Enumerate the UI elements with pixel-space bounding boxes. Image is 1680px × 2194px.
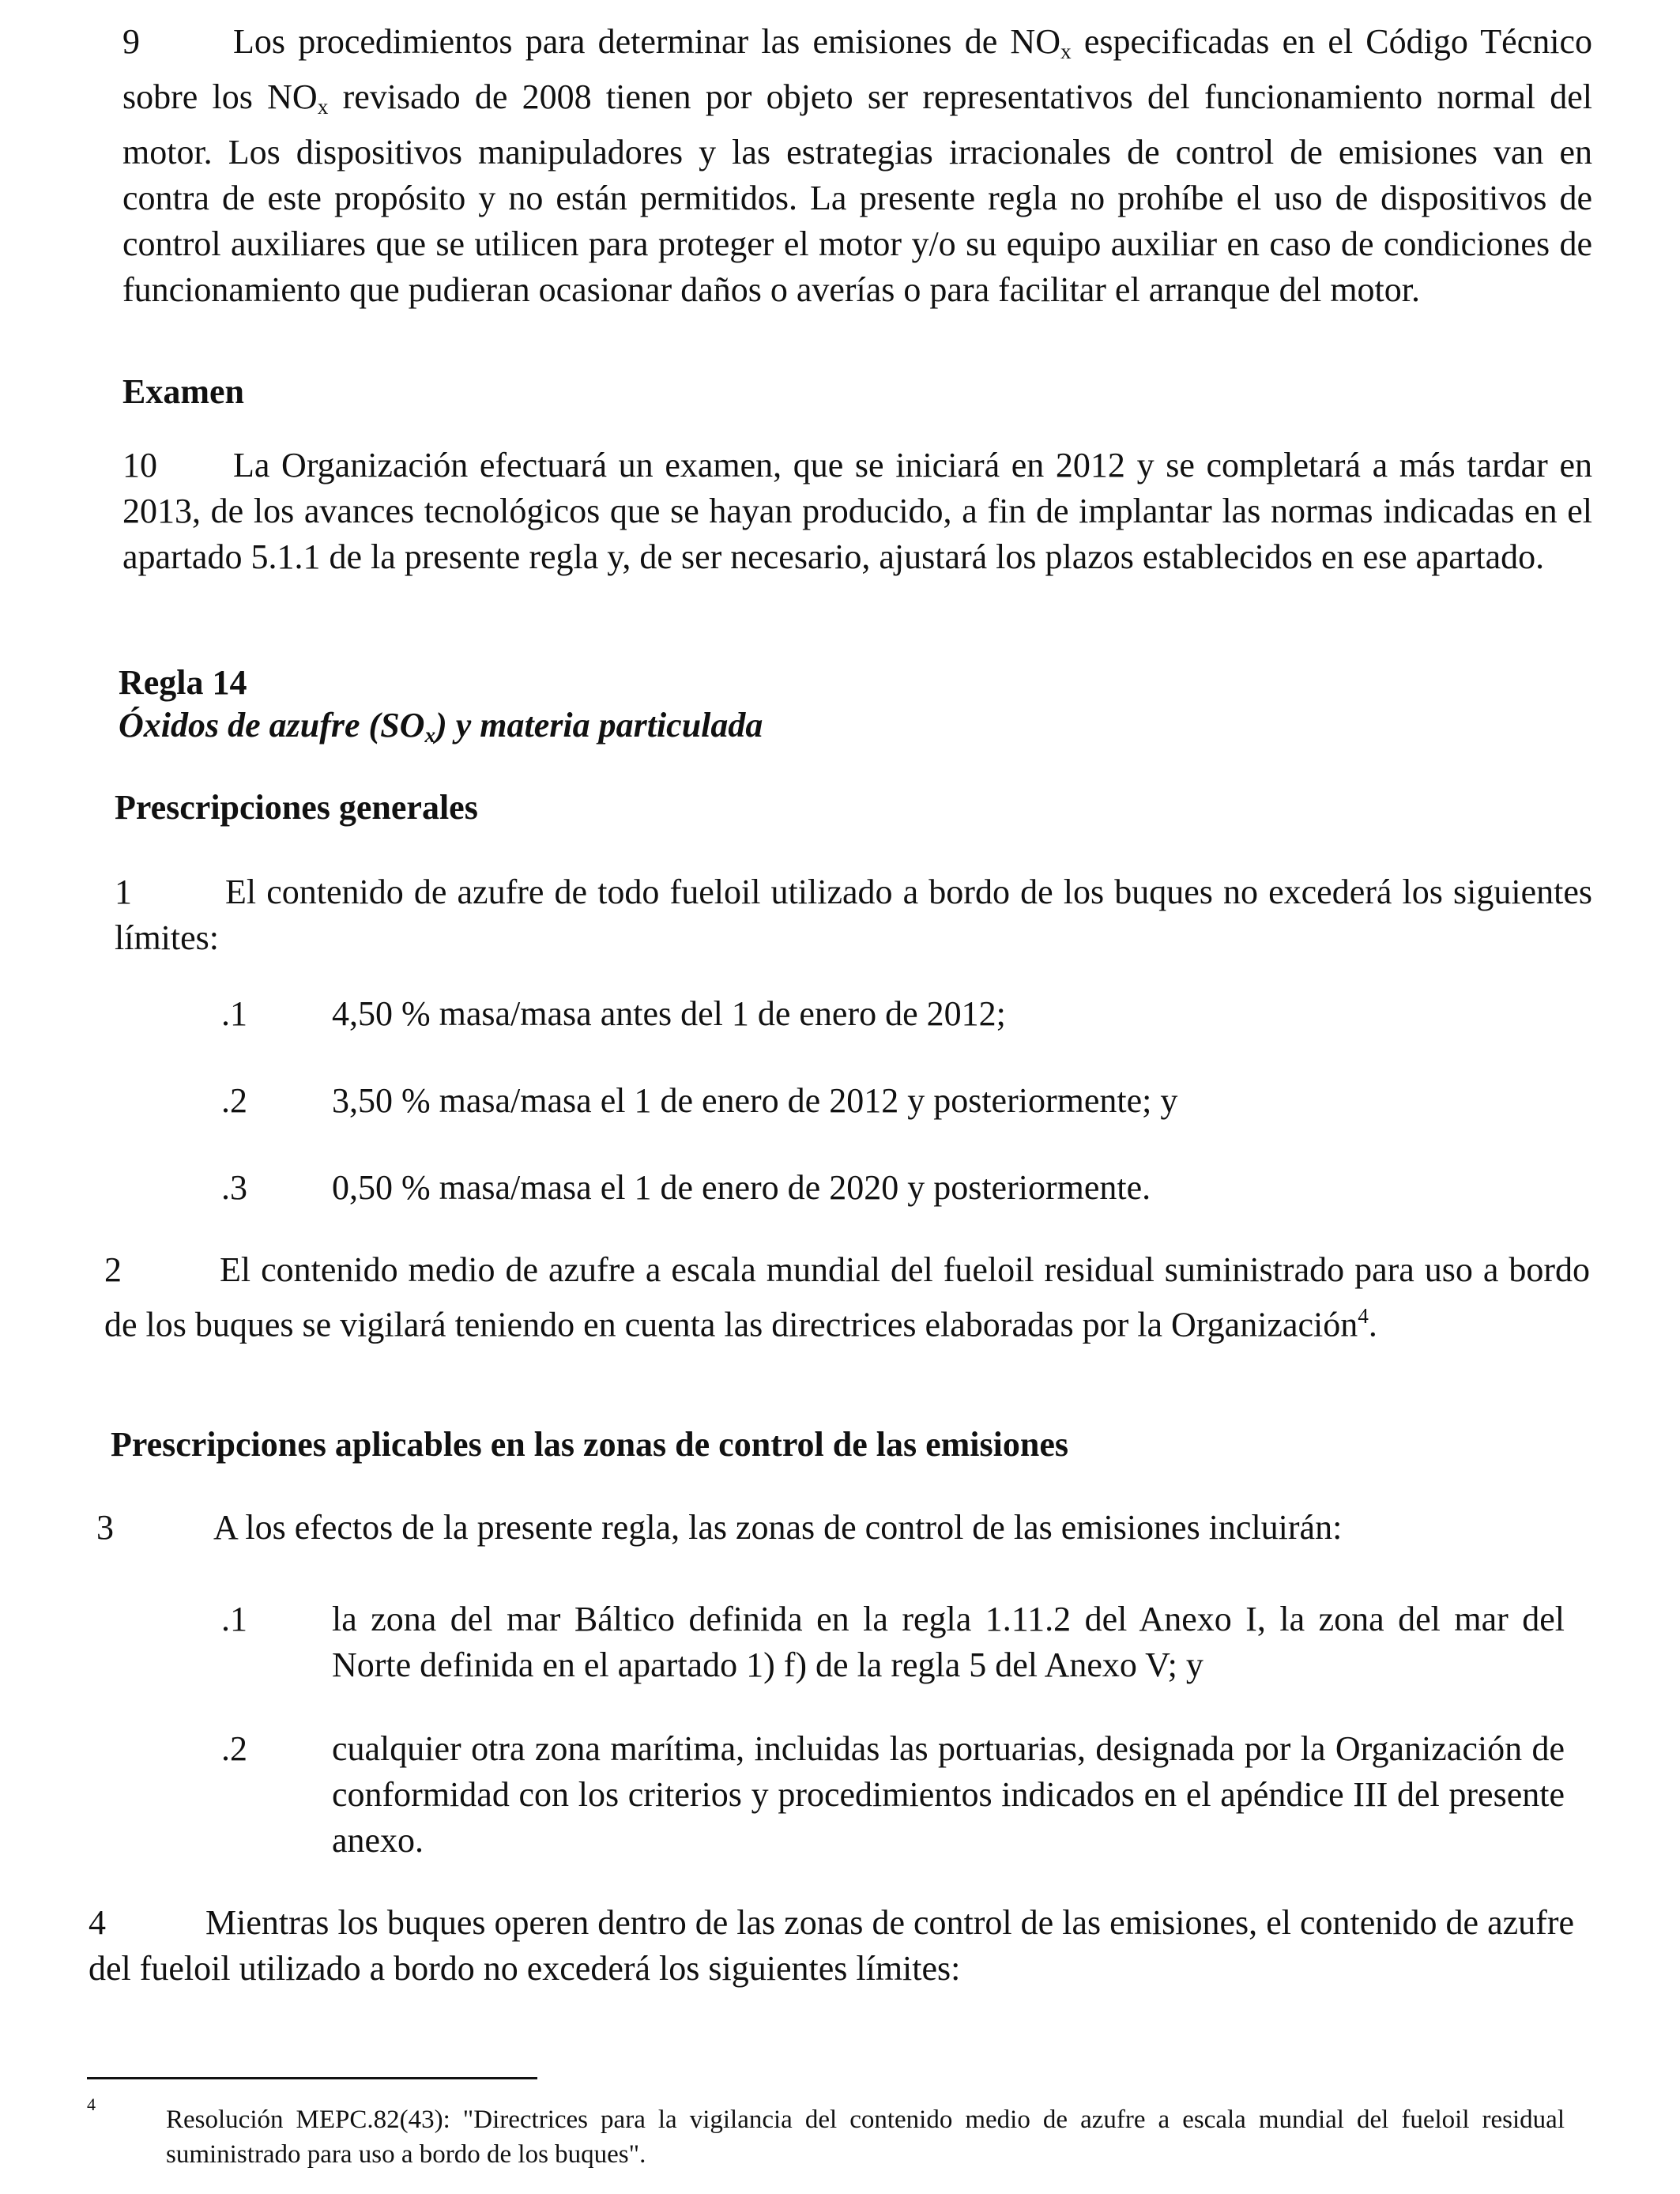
footnote-text: Resolución MEPC.82(43): "Directrices para la vigilancia del contenido medio de azufre a escala mundial del fueloil residual suministrado para uso a bordo de los buques".	[166, 2105, 1565, 2169]
paragraph-text: El contenido medio de azufre a escala mundial del fueloil residual suministrado para uso a bordo de los buques se vigilará teniendo en cuenta las directrices elaboradas por la Organización	[104, 1250, 1590, 1344]
paragraph-4	[89, 1900, 1574, 1992]
paragraph-9	[122, 19, 1592, 313]
rule-title: Regla 14	[119, 663, 247, 702]
paragraph-text: La Organización efectuará un examen, que se iniciará en 2012 y se completará a más tardar en 2013, de los avances tecnológicos que se hayan producido, a fin de implantar las normas indicadas en el apartado 5.1.1 de la presente regla y, de ser necesario, ajustará los plazos establecidos en ese apartado.	[122, 446, 1592, 576]
paragraph-10	[122, 443, 1592, 580]
list-item-number: .2	[221, 1081, 247, 1120]
rule-subtitle: Óxidos de azufre $(SO_x)$ y materia particulada	[119, 706, 763, 747]
paragraph-text: especificadas en el Código Técnico sobre los NO	[122, 22, 1592, 116]
paragraph-number: 10	[122, 446, 157, 484]
paragraph-text: El contenido de azufre de todo fueloil utilizado a bordo de los buques no excederá los siguientes límites:	[115, 873, 1592, 957]
paragraph-text: Mientras los buques operen dentro de las zonas de control de las emisiones, el contenido de azufre del fueloil utilizado a bordo no excederá los siguientes límites:	[89, 1903, 1574, 1988]
list-item-text: 0,50 % masa/masa el 1 de enero de 2020 y posteriormente.	[332, 1168, 1151, 1207]
list-item-number: .2	[221, 1729, 247, 1768]
footnote-reference: 4	[1358, 1304, 1369, 1328]
paragraph-1	[115, 869, 1592, 961]
list-item-number: .1	[221, 1600, 247, 1638]
list-item-number: .3	[221, 1168, 247, 1207]
list-item-text: cualquier otra zona marítima, incluidas las portuarias, designada por la Organización de conformidad con los criterios y procedimientos indicados en el apéndice III del presente anexo.	[332, 1729, 1565, 1860]
subscript: x	[1060, 39, 1072, 63]
subscript: x	[424, 722, 436, 747]
section-heading-zonas: Prescripciones aplicables en las zonas de control de las emisiones	[111, 1425, 1068, 1464]
list-item-text: 3,50 % masa/masa el 1 de enero de 2012 y posteriormente; y	[332, 1081, 1178, 1120]
paragraph-text: Los procedimientos para determinar las emisiones de NO	[233, 22, 1060, 61]
section-heading-generales: Prescripciones generales	[115, 788, 478, 827]
list-item-number: .1	[221, 994, 247, 1033]
paragraph-number: 2	[104, 1250, 122, 1289]
list-item-text: la zona del mar Báltico definida en la regla 1.11.2 del Anexo I, la zona del mar del Norte definida en el apartado 1) f) de la regla 5 del Anexo V; y	[332, 1600, 1565, 1684]
paragraph-number: 4	[89, 1903, 106, 1942]
paragraph-number: 3	[96, 1508, 114, 1547]
paragraph-2: 2 El contenido medio de azufre a escala mundial del fueloil residual suministrado para uso a bordo de los buques se vigilará teniendo en cuenta las directrices elaboradas por la Organización$^4$.	[104, 1247, 1590, 1348]
section-heading-examen: Examen	[122, 372, 244, 411]
footnote-marker: 4	[87, 2094, 96, 2114]
list-item-text: 4,50 % masa/masa antes del 1 de enero de 2012;	[332, 994, 1006, 1033]
paragraph-number: 9	[122, 22, 140, 61]
paragraph-number: 1	[115, 873, 132, 911]
footnote-separator	[87, 2077, 537, 2079]
paragraph-text: A los efectos de la presente regla, las zonas de control de las emisiones incluirán:	[213, 1508, 1343, 1547]
paragraph-text: revisado de 2008 tienen por objeto ser representativos del funcionamiento normal del motor. Los dispositivos manipuladores y las estrategias irracionales de control de emisiones van en contra de este propósito y no están permitidos. La presente regla no prohíbe el uso de dispositivos de control auxiliares que se utilicen para proteger el motor y/o su equipo auxiliar en caso de condiciones de funcionamiento que pudieran ocasionar daños o averías o para facilitar el arranque del motor.	[122, 77, 1592, 309]
subscript: x	[317, 94, 329, 119]
